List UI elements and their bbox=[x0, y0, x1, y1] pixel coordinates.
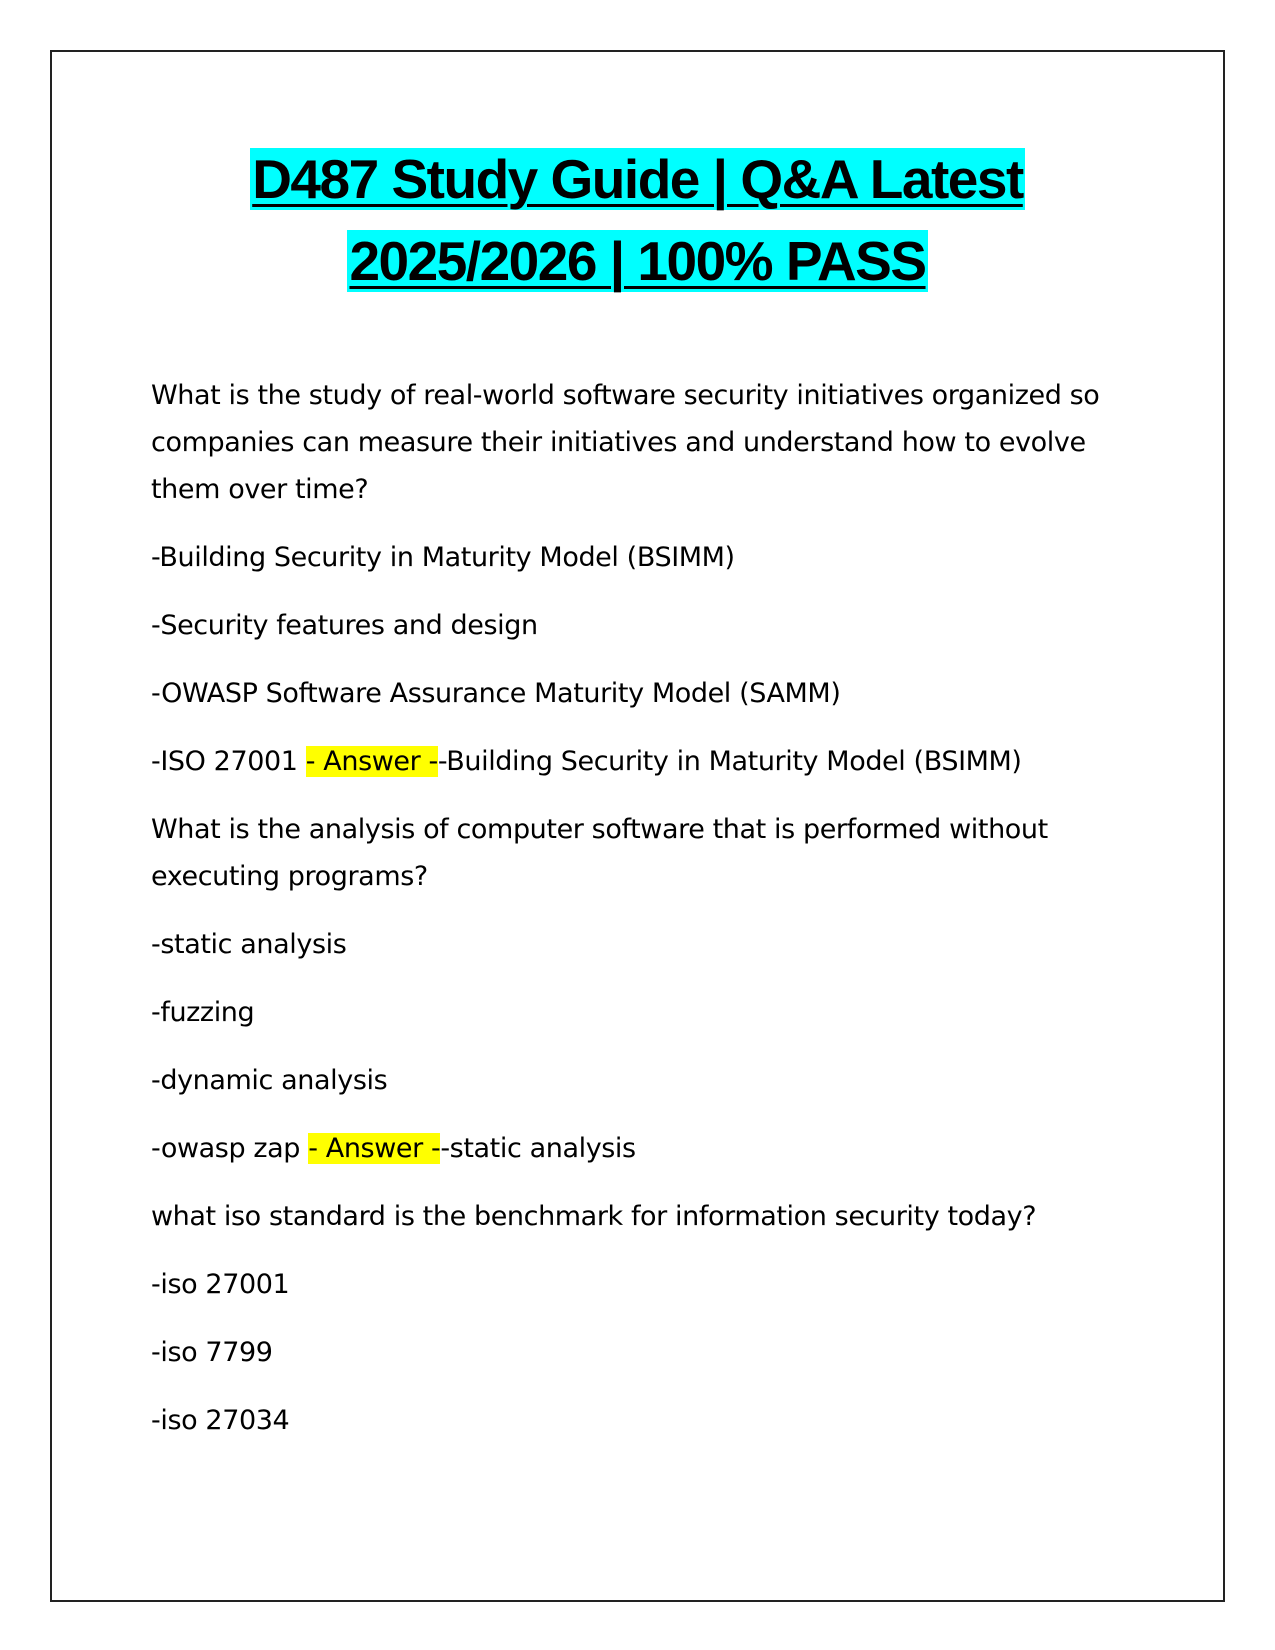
question-1-option-3: -OWASP Software Assurance Maturity Model (SAMM) bbox=[151, 678, 841, 709]
question-1-text: What is the study of real-world software security initiatives organized so companies can measure their initiatives and understand how to evolve them over time? bbox=[151, 380, 1100, 505]
question-2-option-3: -dynamic analysis bbox=[151, 1065, 388, 1096]
question-1-answer-line bbox=[151, 738, 1141, 785]
question-3-text: what iso standard is the benchmark for information security today? bbox=[151, 1201, 1037, 1232]
title-line-2: 2025/2026 | 100% PASS bbox=[349, 230, 926, 292]
question-3-option-3: -iso 27034 bbox=[151, 1405, 290, 1436]
question-1-answer: -Building Security in Maturity Model (BSIMM) bbox=[437, 746, 1022, 777]
question-2-answer-line bbox=[151, 1125, 1141, 1172]
answer-tag: - Answer - bbox=[305, 746, 438, 777]
question-2-option-2: -fuzzing bbox=[151, 997, 255, 1028]
question-2-text: What is the analysis of computer software that is performed without executing programs? bbox=[151, 814, 1048, 892]
question-3-option-1: -iso 27001 bbox=[151, 1269, 290, 1300]
document-title bbox=[50, 138, 1225, 302]
answer-tag: - Answer - bbox=[308, 1133, 441, 1164]
question-1-option-4: -ISO 27001 bbox=[151, 746, 306, 777]
question-2-answer: -static analysis bbox=[440, 1133, 636, 1164]
question-2-option-1: -static analysis bbox=[151, 929, 347, 960]
title-line-1: D487 Study Guide | Q&A Latest bbox=[252, 148, 1023, 210]
question-2-option-4: -owasp zap bbox=[151, 1133, 309, 1164]
question-1-option-2: -Security features and design bbox=[151, 610, 538, 641]
question-1-option-1: -Building Security in Maturity Model (BSIMM) bbox=[151, 542, 735, 573]
question-3-option-2: -iso 7799 bbox=[151, 1337, 273, 1368]
document-body bbox=[151, 372, 1141, 1444]
